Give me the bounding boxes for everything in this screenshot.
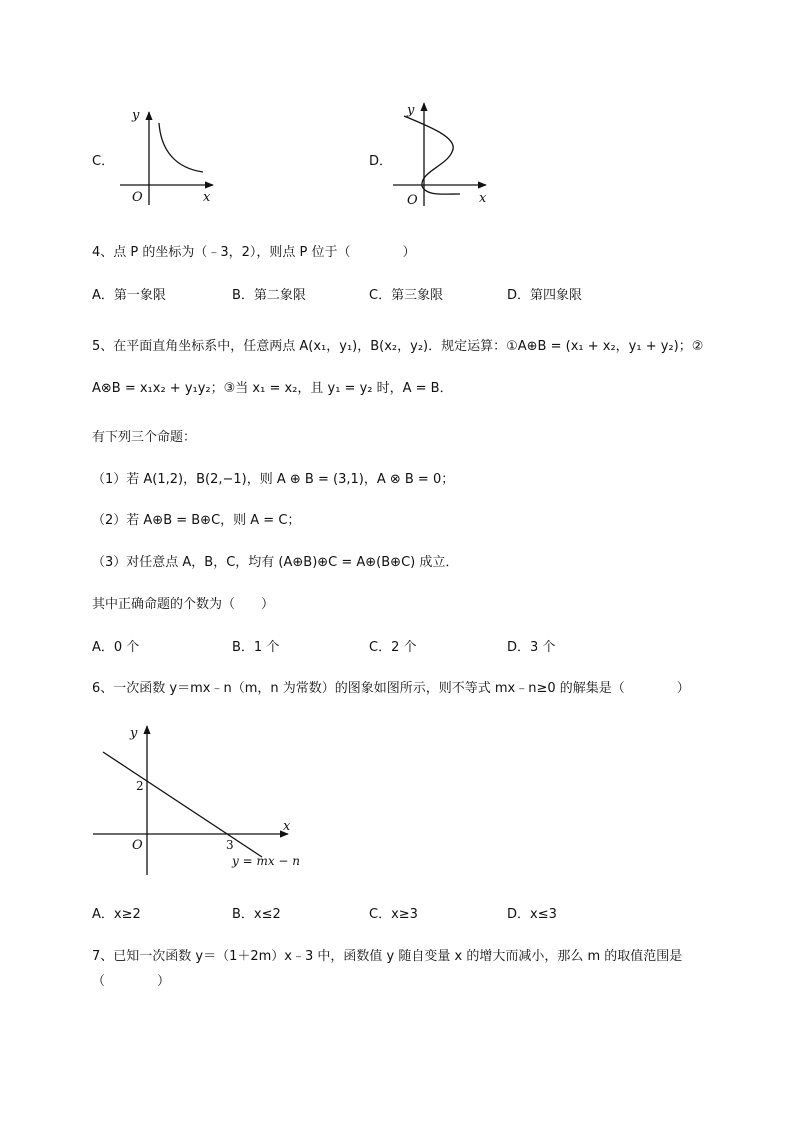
q4-option-b[interactable]: B．第二象限 <box>232 288 306 303</box>
q5-intro: 有下列三个命题： <box>92 430 197 445</box>
q6-option-d[interactable]: D．x≤3 <box>507 907 557 922</box>
q5-proposition-1: （1）若 A(1,2)，B(2,−1)，则 A ⊕ B = (3,1)，A ⊗ B = 0； <box>92 472 455 487</box>
q5-option-b[interactable]: B．1 个 <box>232 640 280 655</box>
option-d-label: D． <box>369 154 393 169</box>
x-axis-label: x <box>283 819 291 834</box>
line-label: y = mx − n <box>232 854 301 868</box>
graph-line-y-mx-n <box>103 752 262 857</box>
curve-non-function <box>404 116 460 194</box>
q5-proposition-3: （3）对任意点 A，B，C，均有 (A⊕B)⊕C = A⊕(B⊕C) 成立． <box>92 555 459 570</box>
graph-q6 <box>90 720 305 880</box>
graph-option-d <box>390 100 500 210</box>
q5-option-a[interactable]: A．0 个 <box>92 640 140 655</box>
origin-label: O <box>132 838 143 853</box>
origin-label: O <box>132 190 143 205</box>
y-axis-label: y <box>132 108 140 123</box>
origin-label: O <box>407 193 418 208</box>
q5-ask: 其中正确命题的个数为（ ） <box>92 597 275 612</box>
q5-stem-line2: A⊗B = x₁x₂ + y₁y₂；③当 x₁ = x₂，且 y₁ = y₂ 时，A = B． <box>92 381 453 396</box>
q6-option-a[interactable]: A．x≥2 <box>92 907 141 922</box>
q4-option-c[interactable]: C．第三象限 <box>369 288 444 303</box>
q4-option-a[interactable]: A．第一象限 <box>92 288 166 303</box>
option-c-label: C． <box>92 154 115 169</box>
q5-stem-line1: 5、在平面直角坐标系中，任意两点 A(x₁，y₁)，B(x₂，y₂)．规定运算：①A⊕B = (x₁ + x₂，y₁ + y₂)；② <box>92 339 704 354</box>
y-intercept-label: 2 <box>136 779 144 793</box>
q6-option-c[interactable]: C．x≥3 <box>369 907 418 922</box>
q5-option-d[interactable]: D．3 个 <box>507 640 556 655</box>
y-axis-label: y <box>407 103 415 118</box>
curve-hyperbola <box>159 123 203 172</box>
q6-option-b[interactable]: B．x≤2 <box>232 907 281 922</box>
x-axis-label: x <box>203 190 211 205</box>
graph-option-c <box>115 100 225 210</box>
x-intercept-label: 3 <box>226 838 234 852</box>
q4-option-d[interactable]: D．第四象限 <box>507 288 583 303</box>
y-axis-label: y <box>130 726 138 741</box>
q7-answer-paren: （ ） <box>92 974 171 989</box>
q6-stem: 6、一次函数 y＝mx﹣n（m，n 为常数）的图象如图所示，则不等式 mx﹣n≥0 的解集是（ ） <box>92 681 690 696</box>
x-axis-label: x <box>479 191 487 206</box>
q5-proposition-2: （2）若 A⊕B = B⊕C，则 A = C； <box>92 513 301 528</box>
q7-stem: 7、已知一次函数 y＝（1＋2m）x﹣3 中，函数值 y 随自变量 x 的增大而减小，那么 m 的取值范围是 <box>92 949 683 964</box>
q5-option-c[interactable]: C．2 个 <box>369 640 417 655</box>
q4-stem: 4、点 P 的坐标为（﹣3，2），则点 P 位于（ ） <box>92 245 416 260</box>
